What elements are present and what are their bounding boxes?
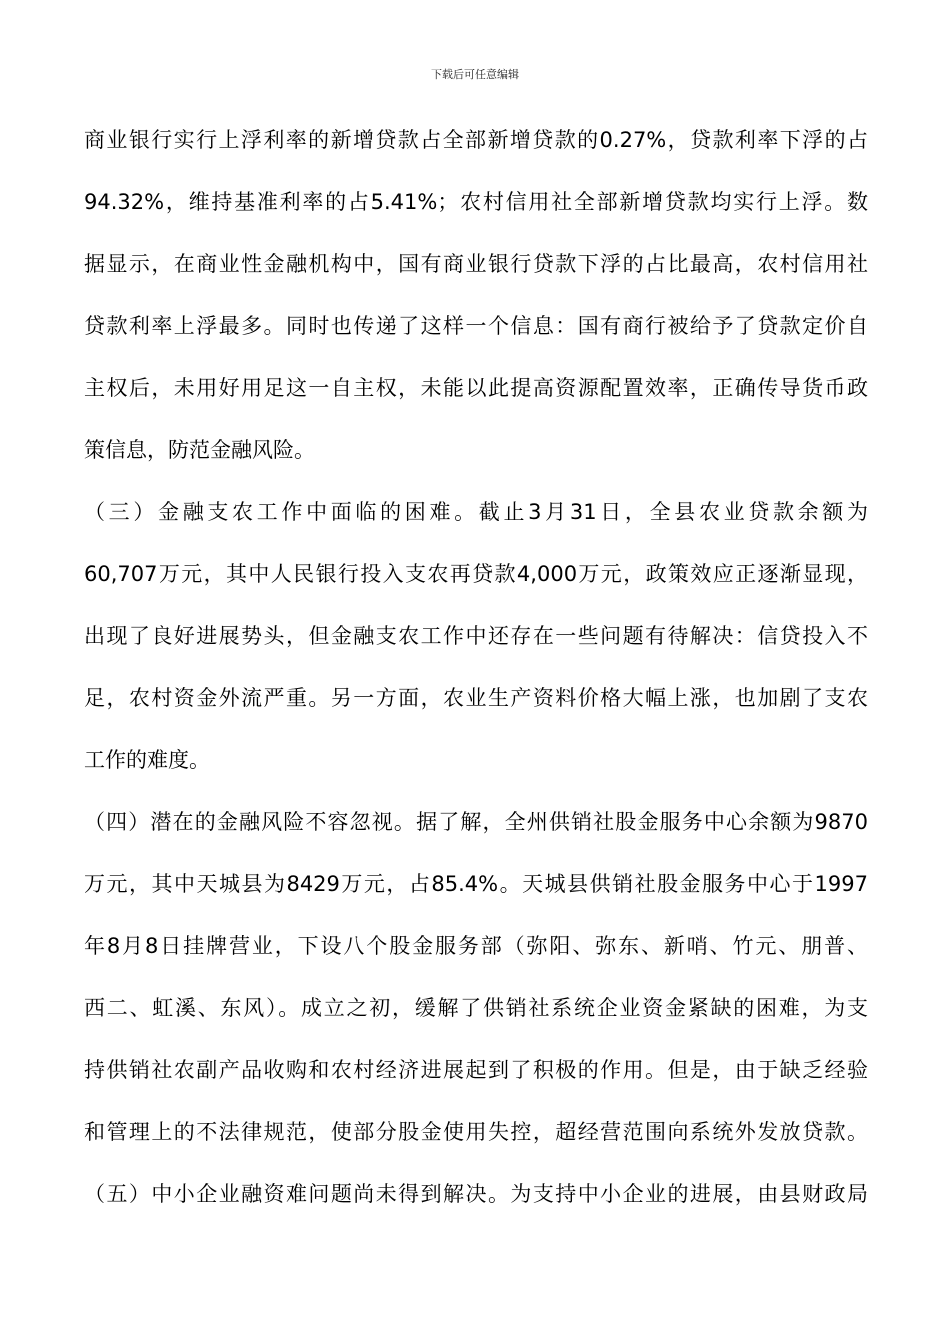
text-line: 工作的难度。: [84, 748, 210, 772]
text-line: （三）金融支农工作中面临的困难。截止3月31日，全县农业贷款余额为: [84, 500, 868, 524]
text-line: 60,707万元，其中人民银行投入支农再贷款4,000万元，政策效应正逐渐显现，: [84, 562, 868, 586]
text-line: 策信息，防范金融风险。: [84, 438, 315, 462]
text-line: 94.32%，维持基准利率的占5.41%；农村信用社全部新增贷款均实行上浮。数: [84, 190, 868, 214]
text-line: 出现了良好进展势头，但金融支农工作中还存在一些问题有待解决：信贷投入不: [84, 624, 868, 648]
text-line: （五）中小企业融资难问题尚未得到解决。为支持中小企业的进展，由县财政局: [84, 1182, 868, 1206]
text-line: 西二、虹溪、东风）。成立之初，缓解了供销社系统企业资金紧缺的困难，为支: [84, 996, 868, 1020]
text-line: 和管理上的不法律规范，使部分股金使用失控，超经营范围向系统外发放贷款。: [84, 1120, 868, 1144]
text-line: 持供销社农副产品收购和农村经济进展起到了积极的作用。但是，由于缺乏经验: [84, 1058, 868, 1082]
text-line: 据显示，在商业性金融机构中，国有商业银行贷款下浮的占比最高，农村信用社: [84, 252, 868, 276]
page-header-note: 下载后可任意编辑: [431, 68, 519, 81]
text-line: 年8月8日挂牌营业，下设八个股金服务部（弥阳、弥东、新哨、竹元、朋普、: [84, 934, 868, 958]
text-line: 足，农村资金外流严重。另一方面，农业生产资料价格大幅上涨，也加剧了支农: [84, 686, 868, 710]
text-line: 商业银行实行上浮利率的新增贷款占全部新增贷款的0.27%，贷款利率下浮的占: [84, 128, 868, 152]
text-line: 万元，其中天城县为8429万元，占85.4%。天城县供销社股金服务中心于1997: [84, 872, 868, 896]
text-line: 主权后，未用好用足这一自主权，未能以此提高资源配置效率，正确传导货币政: [84, 376, 868, 400]
text-line: 贷款利率上浮最多。同时也传递了这样一个信息：国有商行被给予了贷款定价自: [84, 314, 868, 338]
document-body: [84, 118, 868, 1234]
text-line: （四）潜在的金融风险不容忽视。据了解，全州供销社股金服务中心余额为9870: [84, 810, 868, 834]
